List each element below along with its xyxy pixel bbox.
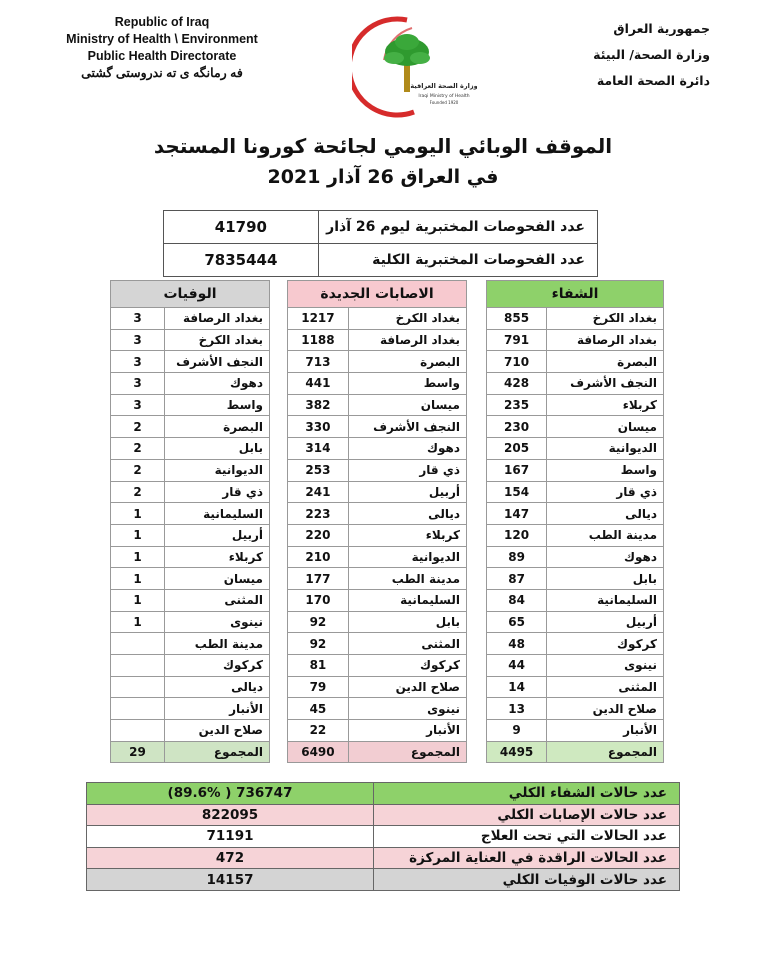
recoveries-count: 147 xyxy=(487,503,547,525)
new-cases-governorate: صلاح الدين xyxy=(348,676,466,698)
deaths-row xyxy=(111,546,270,568)
recoveries-row xyxy=(487,720,664,742)
recoveries-row xyxy=(487,611,664,633)
new-cases-governorate: البصرة xyxy=(348,351,466,373)
recoveries-row xyxy=(487,524,664,546)
new-cases-count: 220 xyxy=(288,524,349,546)
recoveries-count: 87 xyxy=(487,568,547,590)
new-cases-governorate: الأنبار xyxy=(348,720,466,742)
new-cases-count: 170 xyxy=(288,589,349,611)
new-cases-row xyxy=(288,524,467,546)
deaths-count: 1 xyxy=(111,546,165,568)
total-tests-row xyxy=(164,244,598,277)
new-cases-row xyxy=(288,416,467,438)
new-cases-governorate: بابل xyxy=(348,611,466,633)
new-cases-governorate: أربيل xyxy=(348,481,466,503)
deaths-row xyxy=(111,698,270,720)
header-en-ministry: Ministry of Health \ Environment xyxy=(66,32,258,46)
new-cases-governorate: كركوك xyxy=(348,655,466,677)
deaths-governorate: مدينة الطب xyxy=(165,633,270,655)
deaths-governorate: البصرة xyxy=(165,416,270,438)
header-arabic xyxy=(550,16,710,94)
new-cases-governorate: ذي قار xyxy=(348,459,466,481)
recoveries-count: 89 xyxy=(487,546,547,568)
new-cases-row xyxy=(288,329,467,351)
new-cases-count: 330 xyxy=(288,416,349,438)
recoveries-governorate: كربلاء xyxy=(547,394,664,416)
deaths-count: 3 xyxy=(111,329,165,351)
header-ar-ministry: وزارة الصحة/ البيئة xyxy=(593,47,710,62)
deaths-governorate: ميسان xyxy=(165,568,270,590)
summary-row xyxy=(87,826,680,848)
new-cases-governorate: نينوى xyxy=(348,698,466,720)
recoveries-count: 154 xyxy=(487,481,547,503)
deaths-governorate: أربيل xyxy=(165,524,270,546)
deaths-governorate: ذي قار xyxy=(165,481,270,503)
deaths-row xyxy=(111,568,270,590)
header-en-directorate: Public Health Directorate xyxy=(87,49,237,63)
new-cases-governorate: واسط xyxy=(348,373,466,395)
header-ar-country: جمهورية العراق xyxy=(613,21,710,36)
deaths-row xyxy=(111,611,270,633)
recoveries-count: 44 xyxy=(487,655,547,677)
new-cases-governorate: المثنى xyxy=(348,633,466,655)
palm-tree-logo-icon xyxy=(352,8,477,118)
recoveries-governorate: كركوك xyxy=(547,633,664,655)
recoveries-governorate: المثنى xyxy=(547,676,664,698)
deaths-total-label: المجموع xyxy=(165,741,270,763)
recoveries-row xyxy=(487,416,664,438)
summary-value: 14157 xyxy=(87,869,374,891)
new-cases-table xyxy=(287,280,467,763)
deaths-count: 3 xyxy=(111,351,165,373)
deaths-row xyxy=(111,481,270,503)
recoveries-count: 791 xyxy=(487,329,547,351)
new-cases-row xyxy=(288,373,467,395)
deaths-governorate: الديوانية xyxy=(165,459,270,481)
new-cases-row xyxy=(288,655,467,677)
deaths-row xyxy=(111,503,270,525)
deaths-row xyxy=(111,416,270,438)
recoveries-count: 230 xyxy=(487,416,547,438)
recoveries-count: 14 xyxy=(487,676,547,698)
recoveries-count: 65 xyxy=(487,611,547,633)
deaths-row xyxy=(111,308,270,330)
total-tests-label: عدد الفحوصات المختبرية الكلية xyxy=(318,244,597,277)
daily-tests-label: عدد الفحوصات المختبرية ليوم 26 آذار xyxy=(318,211,597,244)
recoveries-governorate: بابل xyxy=(547,568,664,590)
recoveries-row xyxy=(487,308,664,330)
summary-label: عدد الحالات الراقدة في العناية المركزة xyxy=(374,847,680,869)
recoveries-governorate: ذي قار xyxy=(547,481,664,503)
new-cases-count: 1217 xyxy=(288,308,349,330)
deaths-count: 3 xyxy=(111,373,165,395)
logo-name-ar: وزارة الصحة العراقية xyxy=(410,82,477,90)
logo-founded: Founded 1920 xyxy=(429,100,459,105)
deaths-row xyxy=(111,438,270,460)
summary-value: 822095 xyxy=(87,804,374,826)
deaths-count: 2 xyxy=(111,481,165,503)
new-cases-row xyxy=(288,394,467,416)
deaths-count: 3 xyxy=(111,394,165,416)
recoveries-row xyxy=(487,676,664,698)
new-cases-count: 382 xyxy=(288,394,349,416)
new-cases-total-value: 6490 xyxy=(288,741,349,763)
deaths-table xyxy=(110,280,270,763)
deaths-row xyxy=(111,373,270,395)
summary-row xyxy=(87,783,680,805)
recoveries-total-label: المجموع xyxy=(547,741,664,763)
summary-value: 472 xyxy=(87,847,374,869)
new-cases-count: 81 xyxy=(288,655,349,677)
recoveries-count: 13 xyxy=(487,698,547,720)
deaths-governorate: ديالى xyxy=(165,676,270,698)
recoveries-row xyxy=(487,546,664,568)
new-cases-row xyxy=(288,546,467,568)
recoveries-row xyxy=(487,589,664,611)
deaths-row xyxy=(111,720,270,742)
recoveries-count: 167 xyxy=(487,459,547,481)
recoveries-count: 205 xyxy=(487,438,547,460)
new-cases-row xyxy=(288,438,467,460)
recoveries-governorate: أربيل xyxy=(547,611,664,633)
new-cases-governorate: دهوك xyxy=(348,438,466,460)
new-cases-count: 92 xyxy=(288,633,349,655)
recoveries-count: 428 xyxy=(487,373,547,395)
new-cases-governorate: ديالى xyxy=(348,503,466,525)
deaths-total-row xyxy=(111,741,270,763)
new-cases-row xyxy=(288,589,467,611)
deaths-row xyxy=(111,589,270,611)
header-ar-directorate: دائرة الصحة العامة xyxy=(596,73,710,88)
logo-name-en: Iraqi Ministry of Health xyxy=(418,94,470,99)
deaths-count: 1 xyxy=(111,524,165,546)
new-cases-count: 1188 xyxy=(288,329,349,351)
new-cases-count: 314 xyxy=(288,438,349,460)
summary-label: عدد حالات الشفاء الكلي xyxy=(374,783,680,805)
deaths-governorate: بغداد الرصافة xyxy=(165,308,270,330)
new-cases-count: 253 xyxy=(288,459,349,481)
daily-tests-value: 41790 xyxy=(164,211,319,244)
recoveries-table xyxy=(486,280,664,763)
new-cases-row xyxy=(288,676,467,698)
new-cases-count: 22 xyxy=(288,720,349,742)
deaths-row xyxy=(111,459,270,481)
deaths-row xyxy=(111,351,270,373)
recoveries-total-value: 4495 xyxy=(487,741,547,763)
deaths-governorate: دهوك xyxy=(165,373,270,395)
new-cases-count: 45 xyxy=(288,698,349,720)
lab-tests-table xyxy=(163,210,598,277)
recoveries-governorate: بغداد الرصافة xyxy=(547,329,664,351)
deaths-governorate: نينوى xyxy=(165,611,270,633)
recoveries-count: 855 xyxy=(487,308,547,330)
summary-row xyxy=(87,869,680,891)
new-cases-governorate: النجف الأشرف xyxy=(348,416,466,438)
total-tests-value: 7835444 xyxy=(164,244,319,277)
deaths-count xyxy=(111,633,165,655)
new-cases-governorate: مدينة الطب xyxy=(348,568,466,590)
recoveries-count: 48 xyxy=(487,633,547,655)
new-cases-count: 241 xyxy=(288,481,349,503)
summary-row xyxy=(87,804,680,826)
recoveries-count: 235 xyxy=(487,394,547,416)
deaths-count: 1 xyxy=(111,589,165,611)
recoveries-count: 120 xyxy=(487,524,547,546)
recoveries-count: 710 xyxy=(487,351,547,373)
deaths-count: 1 xyxy=(111,611,165,633)
deaths-governorate: النجف الأشرف xyxy=(165,351,270,373)
recoveries-row xyxy=(487,503,664,525)
new-cases-count: 92 xyxy=(288,611,349,633)
new-cases-header: الاصابات الجديدة xyxy=(288,281,467,308)
recoveries-governorate: مدينة الطب xyxy=(547,524,664,546)
recoveries-governorate: صلاح الدين xyxy=(547,698,664,720)
deaths-row xyxy=(111,676,270,698)
new-cases-count: 210 xyxy=(288,546,349,568)
deaths-governorate: الأنبار xyxy=(165,698,270,720)
new-cases-count: 441 xyxy=(288,373,349,395)
deaths-governorate: كركوك xyxy=(165,655,270,677)
recoveries-row xyxy=(487,329,664,351)
new-cases-total-row xyxy=(288,741,467,763)
recoveries-row xyxy=(487,373,664,395)
recoveries-row xyxy=(487,438,664,460)
new-cases-governorate: السليمانية xyxy=(348,589,466,611)
header-en-kurdish: فه رمانگه ى ته ندروستى گشتى xyxy=(81,66,243,80)
new-cases-count: 713 xyxy=(288,351,349,373)
recoveries-governorate: النجف الأشرف xyxy=(547,373,664,395)
new-cases-row xyxy=(288,698,467,720)
recoveries-row xyxy=(487,655,664,677)
new-cases-governorate: ميسان xyxy=(348,394,466,416)
daily-tests-row xyxy=(164,211,598,244)
deaths-row xyxy=(111,524,270,546)
recoveries-governorate: بغداد الكرخ xyxy=(547,308,664,330)
recoveries-governorate: دهوك xyxy=(547,546,664,568)
recoveries-count: 9 xyxy=(487,720,547,742)
deaths-governorate: صلاح الدين xyxy=(165,720,270,742)
new-cases-row xyxy=(288,568,467,590)
recoveries-governorate: الديوانية xyxy=(547,438,664,460)
new-cases-governorate: بغداد الكرخ xyxy=(348,308,466,330)
deaths-governorate: واسط xyxy=(165,394,270,416)
summary-label: عدد حالات الوفيات الكلي xyxy=(374,869,680,891)
recoveries-governorate: السليمانية xyxy=(547,589,664,611)
deaths-total-value: 29 xyxy=(111,741,165,763)
new-cases-row xyxy=(288,633,467,655)
deaths-count: 2 xyxy=(111,416,165,438)
new-cases-governorate: كربلاء xyxy=(348,524,466,546)
deaths-governorate: كربلاء xyxy=(165,546,270,568)
deaths-governorate: المثنى xyxy=(165,589,270,611)
deaths-count xyxy=(111,720,165,742)
recoveries-row xyxy=(487,394,664,416)
recoveries-governorate: ميسان xyxy=(547,416,664,438)
new-cases-row xyxy=(288,459,467,481)
recoveries-governorate: واسط xyxy=(547,459,664,481)
deaths-count xyxy=(111,676,165,698)
deaths-count: 1 xyxy=(111,503,165,525)
summary-label: عدد الحالات التي تحت العلاج xyxy=(374,826,680,848)
new-cases-count: 79 xyxy=(288,676,349,698)
new-cases-governorate: بغداد الرصافة xyxy=(348,329,466,351)
deaths-row xyxy=(111,655,270,677)
recoveries-header: الشفاء xyxy=(487,281,664,308)
deaths-count: 2 xyxy=(111,438,165,460)
deaths-count: 2 xyxy=(111,459,165,481)
deaths-governorate: بابل xyxy=(165,438,270,460)
summary-row xyxy=(87,847,680,869)
deaths-header: الوفيات xyxy=(111,281,270,308)
deaths-governorate: السليمانية xyxy=(165,503,270,525)
deaths-count: 1 xyxy=(111,568,165,590)
recoveries-governorate: البصرة xyxy=(547,351,664,373)
recoveries-row xyxy=(487,633,664,655)
recoveries-governorate: نينوى xyxy=(547,655,664,677)
header-english xyxy=(56,14,268,82)
deaths-count xyxy=(111,655,165,677)
recoveries-count: 84 xyxy=(487,589,547,611)
new-cases-row xyxy=(288,720,467,742)
new-cases-row xyxy=(288,351,467,373)
recoveries-governorate: الأنبار xyxy=(547,720,664,742)
deaths-count: 3 xyxy=(111,308,165,330)
deaths-governorate: بغداد الكرخ xyxy=(165,329,270,351)
deaths-count xyxy=(111,698,165,720)
new-cases-count: 177 xyxy=(288,568,349,590)
new-cases-row xyxy=(288,481,467,503)
new-cases-count: 223 xyxy=(288,503,349,525)
summary-table xyxy=(86,782,680,891)
new-cases-row xyxy=(288,308,467,330)
ministry-logo xyxy=(352,8,477,118)
recoveries-row xyxy=(487,351,664,373)
summary-value: (89.6% ) 736747 xyxy=(87,783,374,805)
recoveries-row xyxy=(487,698,664,720)
recoveries-row xyxy=(487,459,664,481)
header-en-country: Republic of Iraq xyxy=(114,15,210,29)
new-cases-row xyxy=(288,503,467,525)
recoveries-row xyxy=(487,481,664,503)
new-cases-total-label: المجموع xyxy=(348,741,466,763)
deaths-row xyxy=(111,633,270,655)
deaths-row xyxy=(111,329,270,351)
summary-label: عدد حالات الإصابات الكلي xyxy=(374,804,680,826)
new-cases-governorate: الديوانية xyxy=(348,546,466,568)
page-subtitle: في العراق 26 آذار 2021 xyxy=(267,166,499,188)
recoveries-row xyxy=(487,568,664,590)
summary-value: 71191 xyxy=(87,826,374,848)
recoveries-governorate: ديالى xyxy=(547,503,664,525)
page-title: الموقف الوبائي اليومي لجائحة كورونا المستجد xyxy=(153,134,613,158)
new-cases-row xyxy=(288,611,467,633)
deaths-row xyxy=(111,394,270,416)
recoveries-total-row xyxy=(487,741,664,763)
